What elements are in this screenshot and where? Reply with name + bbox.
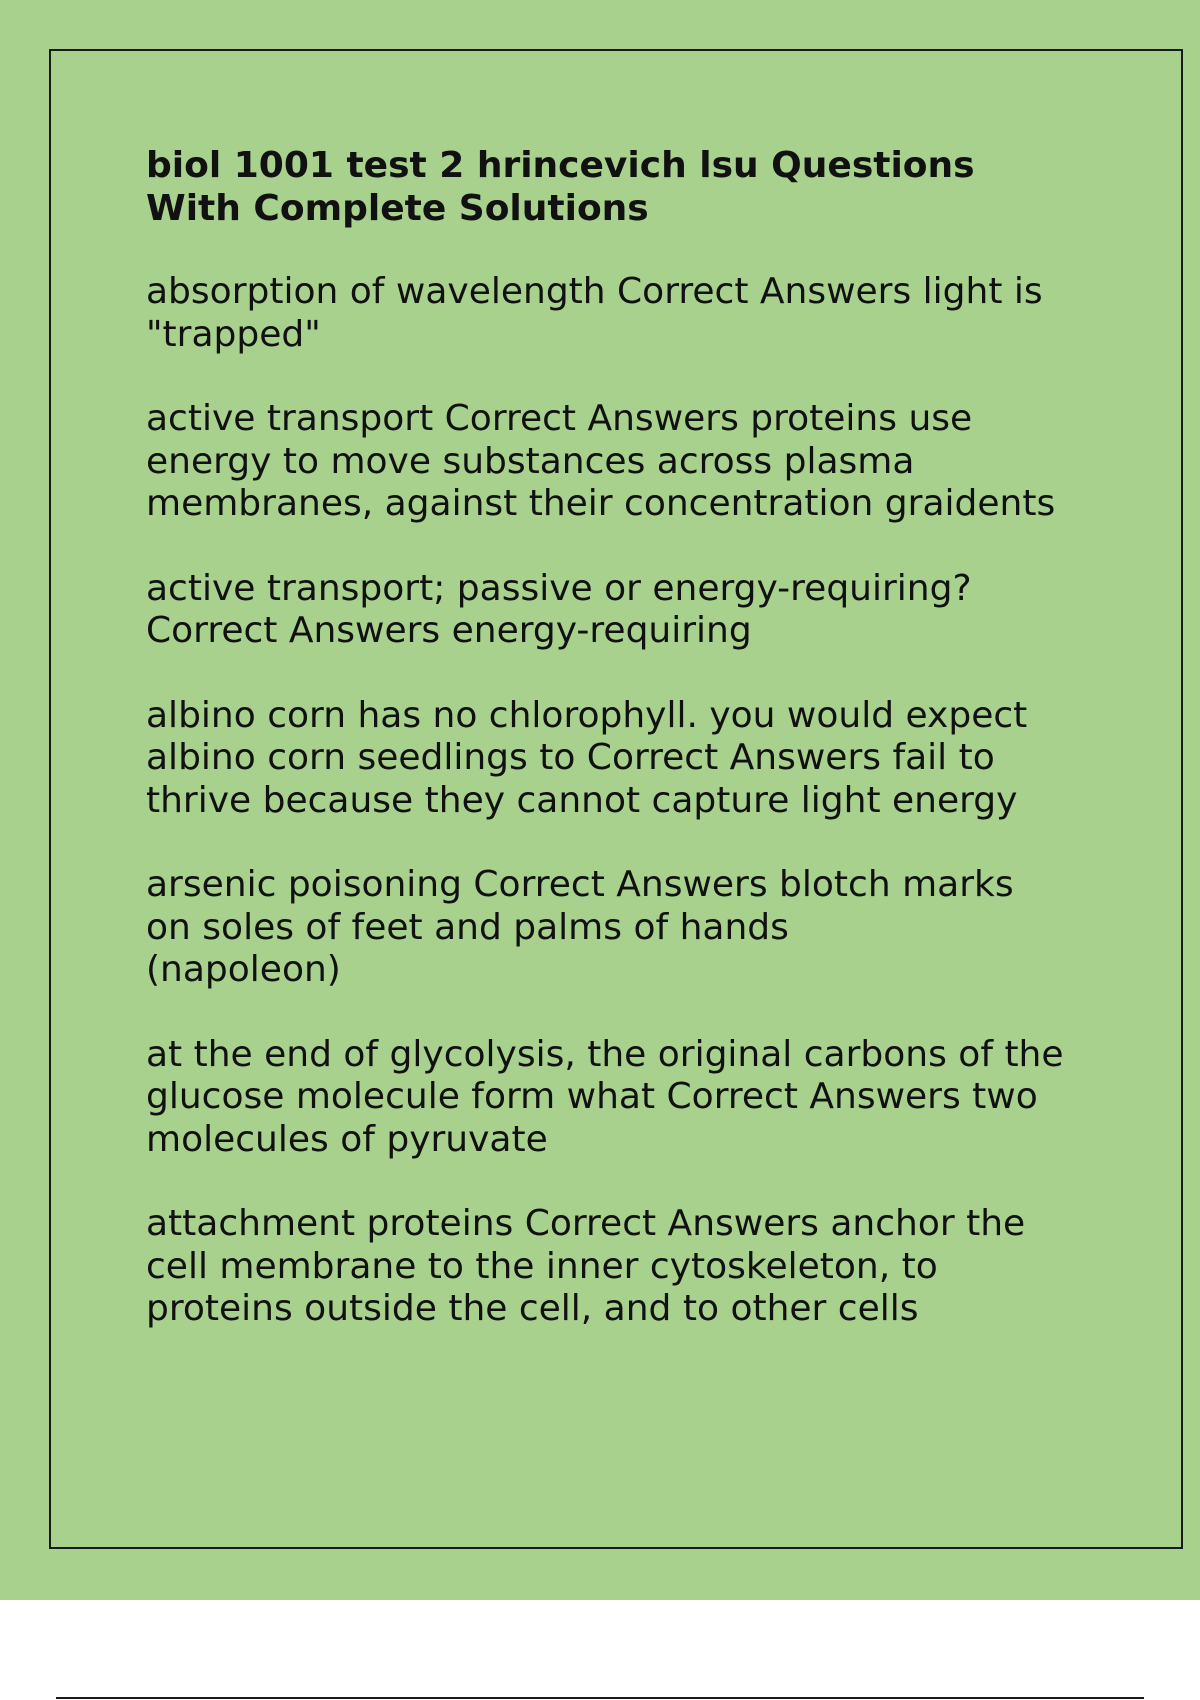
title-line: biol 1001 test 2 hrincevich lsu Questions	[146, 145, 975, 186]
qa-line: active transport Correct Answers proteins use	[146, 398, 973, 439]
document-content	[146, 144, 1106, 1373]
footer-rule	[56, 1697, 1144, 1699]
title-line: With Complete Solutions	[146, 188, 649, 229]
qa-item	[146, 695, 1106, 823]
qa-line: absorption of wavelength Correct Answers light is	[146, 271, 1043, 312]
qa-line: at the end of glycolysis, the original carbons of the	[146, 1033, 1064, 1075]
qa-line: albino corn has no chlorophyll. you would expect	[146, 694, 1028, 736]
qa-item	[146, 1034, 1106, 1162]
qa-line: (napoleon)	[146, 949, 341, 990]
document-title	[146, 144, 1106, 230]
qa-line: arsenic poisoning Correct Answers blotch marks	[146, 864, 1014, 905]
qa-item	[146, 864, 1106, 992]
qa-line: active transport; passive or energy-requiring?	[146, 567, 972, 609]
qa-line: on soles of feet and palms of hands	[146, 906, 789, 948]
qa-line: albino corn seedlings to Correct Answers fail to	[146, 737, 995, 778]
qa-line: molecules of pyruvate	[146, 1118, 548, 1160]
qa-line: thrive because they cannot capture light energy	[146, 779, 1018, 821]
qa-item	[146, 271, 1106, 356]
qa-item	[146, 1203, 1106, 1331]
qa-line: proteins outside the cell, and to other cells	[146, 1288, 919, 1329]
qa-line: "trapped"	[146, 313, 321, 355]
qa-item	[146, 568, 1106, 653]
qa-line: Correct Answers energy-requiring	[146, 610, 752, 651]
qa-line: glucose molecule form what Correct Answers two	[146, 1076, 1038, 1117]
qa-line: energy to move substances across plasma	[146, 440, 915, 482]
qa-line: attachment proteins Correct Answers anchor the	[146, 1203, 1026, 1244]
qa-line: cell membrane to the inner cytoskeleton, to	[146, 1245, 938, 1287]
qa-item	[146, 398, 1106, 526]
qa-line: membranes, against their concentration graidents	[146, 483, 1056, 524]
